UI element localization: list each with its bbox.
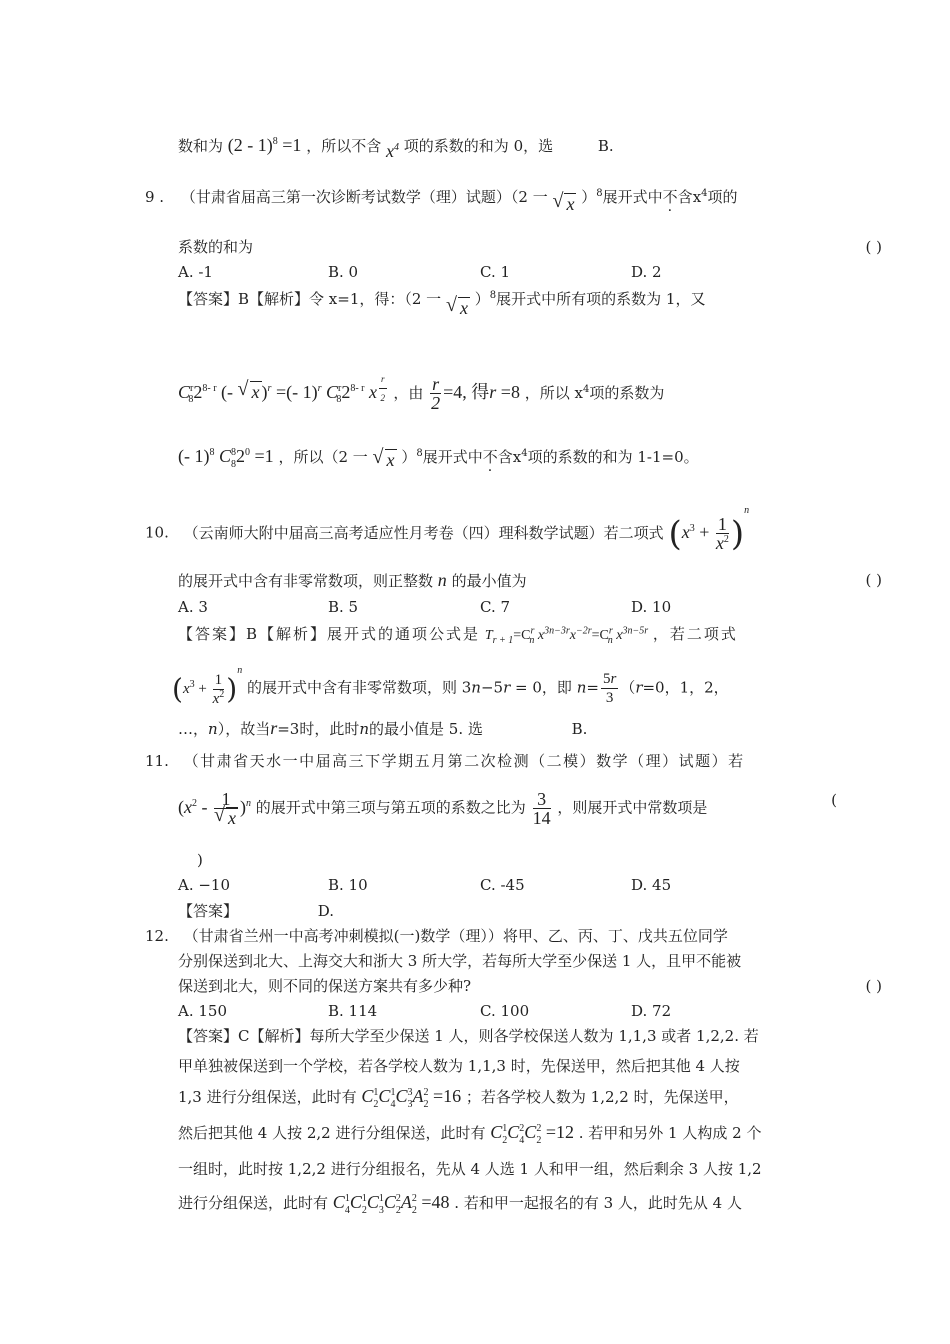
q10-answer-line4: …，n），故当r=3时，此时n的最小值是 5. 选 B. [178,718,588,738]
q9-coefficient: (- 1)$^8$ $C^8_82^0 =1$ [178,446,274,470]
q10-binomial: ($x^3$ + $\frac{1}{x^2}$ )$^n$ [668,504,750,554]
q8-expr: (2 - 1)$^8$ =1 [227,135,302,155]
q9-condition: $\frac{r}{2}$ =4, 得r =8 [431,374,520,414]
q11-paren-open: ( [831,791,837,809]
q12-option-a: A. 150 [178,1002,227,1020]
q9-sqrt-x: √ x [552,194,576,214]
q11-answer: 【答案】 D. [178,902,335,920]
q10-option-b: B. 5 [328,598,359,616]
q9-general-term: $C^r_82^{8- r}$ (- √ x )$^r$ =(- 1)$^r$ $C^r_82^{8- r}$ x $^{\frac{r}{2}}$ [178,382,389,402]
q9-option-c: C. 1 [480,263,511,281]
q11-option-d: D. 45 [631,876,672,894]
q12-answer-line4: 然后把其他 4 人按 2,2 进行分组保送，此时有 $C^1_2C^2_4C^2_2 =12$ . 若甲和另外 1 人构成 2 个 [178,1122,762,1146]
q9-option-d: D. 2 [631,263,662,281]
q12-formula-3: $C^1_4C^1_2C^1_3C^2_2A^2_2 =48$ [332,1192,450,1216]
q12-question-line3: 保送到北大，则不同的保送方案共有多少种? [178,977,472,995]
q10-option-d: D. 10 [631,598,672,616]
q12-question-line2: 分别保送到北大、上海交大和浙大 3 所大学，若每所大学至少保送 1 人，且甲不能被 [178,952,742,970]
q11-question-line: 11. （甘肃省天水一中届高三下学期五月第二次检测（二模）数学（理）试题）若 [145,752,745,770]
q11-ratio: $\frac{3}{14}$ [532,789,551,829]
q12-answer-paren: ( ) [865,977,882,995]
q8-tail-line: 数和为 (2 - 1)$^8$ =1 ，所以不含 $x^4$ 项的系数的和为 0，选 B. [178,135,614,161]
q10-line2: 的展开式中含有非零常数项，则正整数 n 的最小值为 [178,570,527,590]
q12-option-c: C. 100 [480,1002,530,1020]
q11-paren-close: ) [197,851,203,869]
q9-answer-line: 【答案】B【解析】令 x=1，得：（2 一 √ x ）$^8$展开式中所有项的系数为 1，又 [178,288,705,309]
q10-answer-paren: ( ) [865,571,882,589]
q9-answer-paren: ( ) [865,238,882,256]
q11-option-b: B. 10 [328,876,368,894]
q10-question-line: 10. （云南师大附中届高三高考适应性月考卷（四）理科数学试题）若二项式 ($x^3$ + $\frac{1}{x^2}$ )$^n$ [145,504,750,554]
q12-option-d: D. 72 [631,1002,672,1020]
q12-answer-line2: 甲单独被保送到一个学校，若各学校人数为 1,1,3 时，先保送甲，然后把其他 4 人按 [178,1057,740,1075]
q9-formula-line: $C^r_82^{8- r}$ (- √ x )$^r$ =(- 1)$^r$ $C^r_82^{8- r}$ x $^{\frac{r}{2}}$ ，由 $\frac{r}{2}$ =4, 得r =8 ，所以 $x^4$项的系数为 [178,370,664,412]
q9-line2: 系数的和为 [178,238,254,256]
q11-binomial: ($x^2$ - 1 √ x )$^n$ [178,797,251,817]
q9-option-a: A. -1 [178,263,213,281]
q12-answer-line1: 【答案】C【解析】每所大学至少保送 1 人，则各学校保送人数为 1,1,3 或者 1,2,2. 若 [178,1027,759,1045]
q12-question-line1: 12. （甘肃省兰州一中高考冲刺模拟(一)数学（理））将甲、乙、丙、丁、戊共五位同学 [145,927,728,945]
q11-option-a: A. −10 [178,876,231,894]
q10-answer-line: 【答案】B【解析】展开式的通项公式是 $T_{r + 1}=C^r_n$ $x^{3n-3r}x^{-2r}=C^r_n$ $x^{3n-5r}$ ，若二项式 [178,625,738,646]
q11-line2: ($x^2$ - 1 √ x )$^n$ 的展开式中第三项与第五项的系数之比为 $\frac{3}{14}$ ，则展开式中常数项是 [178,790,707,827]
q9-conclusion-line: (- 1)$^8$ $C^8_82^0 =1$ ，所以（2 一 √ x ）$^8$展开式中不含$x^4$项的系数的和为 1-1=0。 [178,446,699,467]
q12-answer-line5: 一组时，此时按 1,2,2 进行分组报名，先从 4 人选 1 人和甲一组，然后剩余 3 人按 1,2 [178,1160,762,1178]
q12-formula-1: $C^1_2C^1_4C^3_3A^2_2 =16$ [361,1086,462,1110]
q12-answer-line3: 1,3 进行分组保送，此时有 $C^1_2C^1_4C^3_3A^2_2 =16$ ；若各学校人数为 1,2,2 时，先保送甲， [178,1086,739,1110]
q11-option-c: C. -45 [480,876,525,894]
q12-formula-2: $C^1_2C^2_4C^2_2 =12$ [490,1122,574,1146]
q10-option-c: C. 7 [480,598,511,616]
q12-answer-line6: 进行分组保送，此时有 $C^1_4C^1_2C^1_3C^2_2A^2_2 =48$ . 若和甲一起报名的有 3 人，此时先从 4 人 [178,1192,742,1216]
q12-option-b: B. 114 [328,1002,378,1020]
q10-general-term: $T_{r + 1}=C^r_n$ $x^{3n-3r}x^{-2r}=C^r_n$ $x^{3n-5r}$ [484,625,649,646]
q9-option-b: B. 0 [328,263,359,281]
q10-answer-line3: ($x^3$ + $\frac{1}{x^2}$ )$^n$ 的展开式中含有非零常数项，则 3n−5r = 0，即 n= $\frac{5r}{3}$ （r=0，1，2， [172,664,729,707]
q9-question-line: 9 . （甘肃省届高三第一次诊断考试数学（理）试题）（2 一 √ x ）$^8$展开式中不含$x^4$项的 [145,186,738,207]
q10-option-a: A. 3 [178,598,208,616]
